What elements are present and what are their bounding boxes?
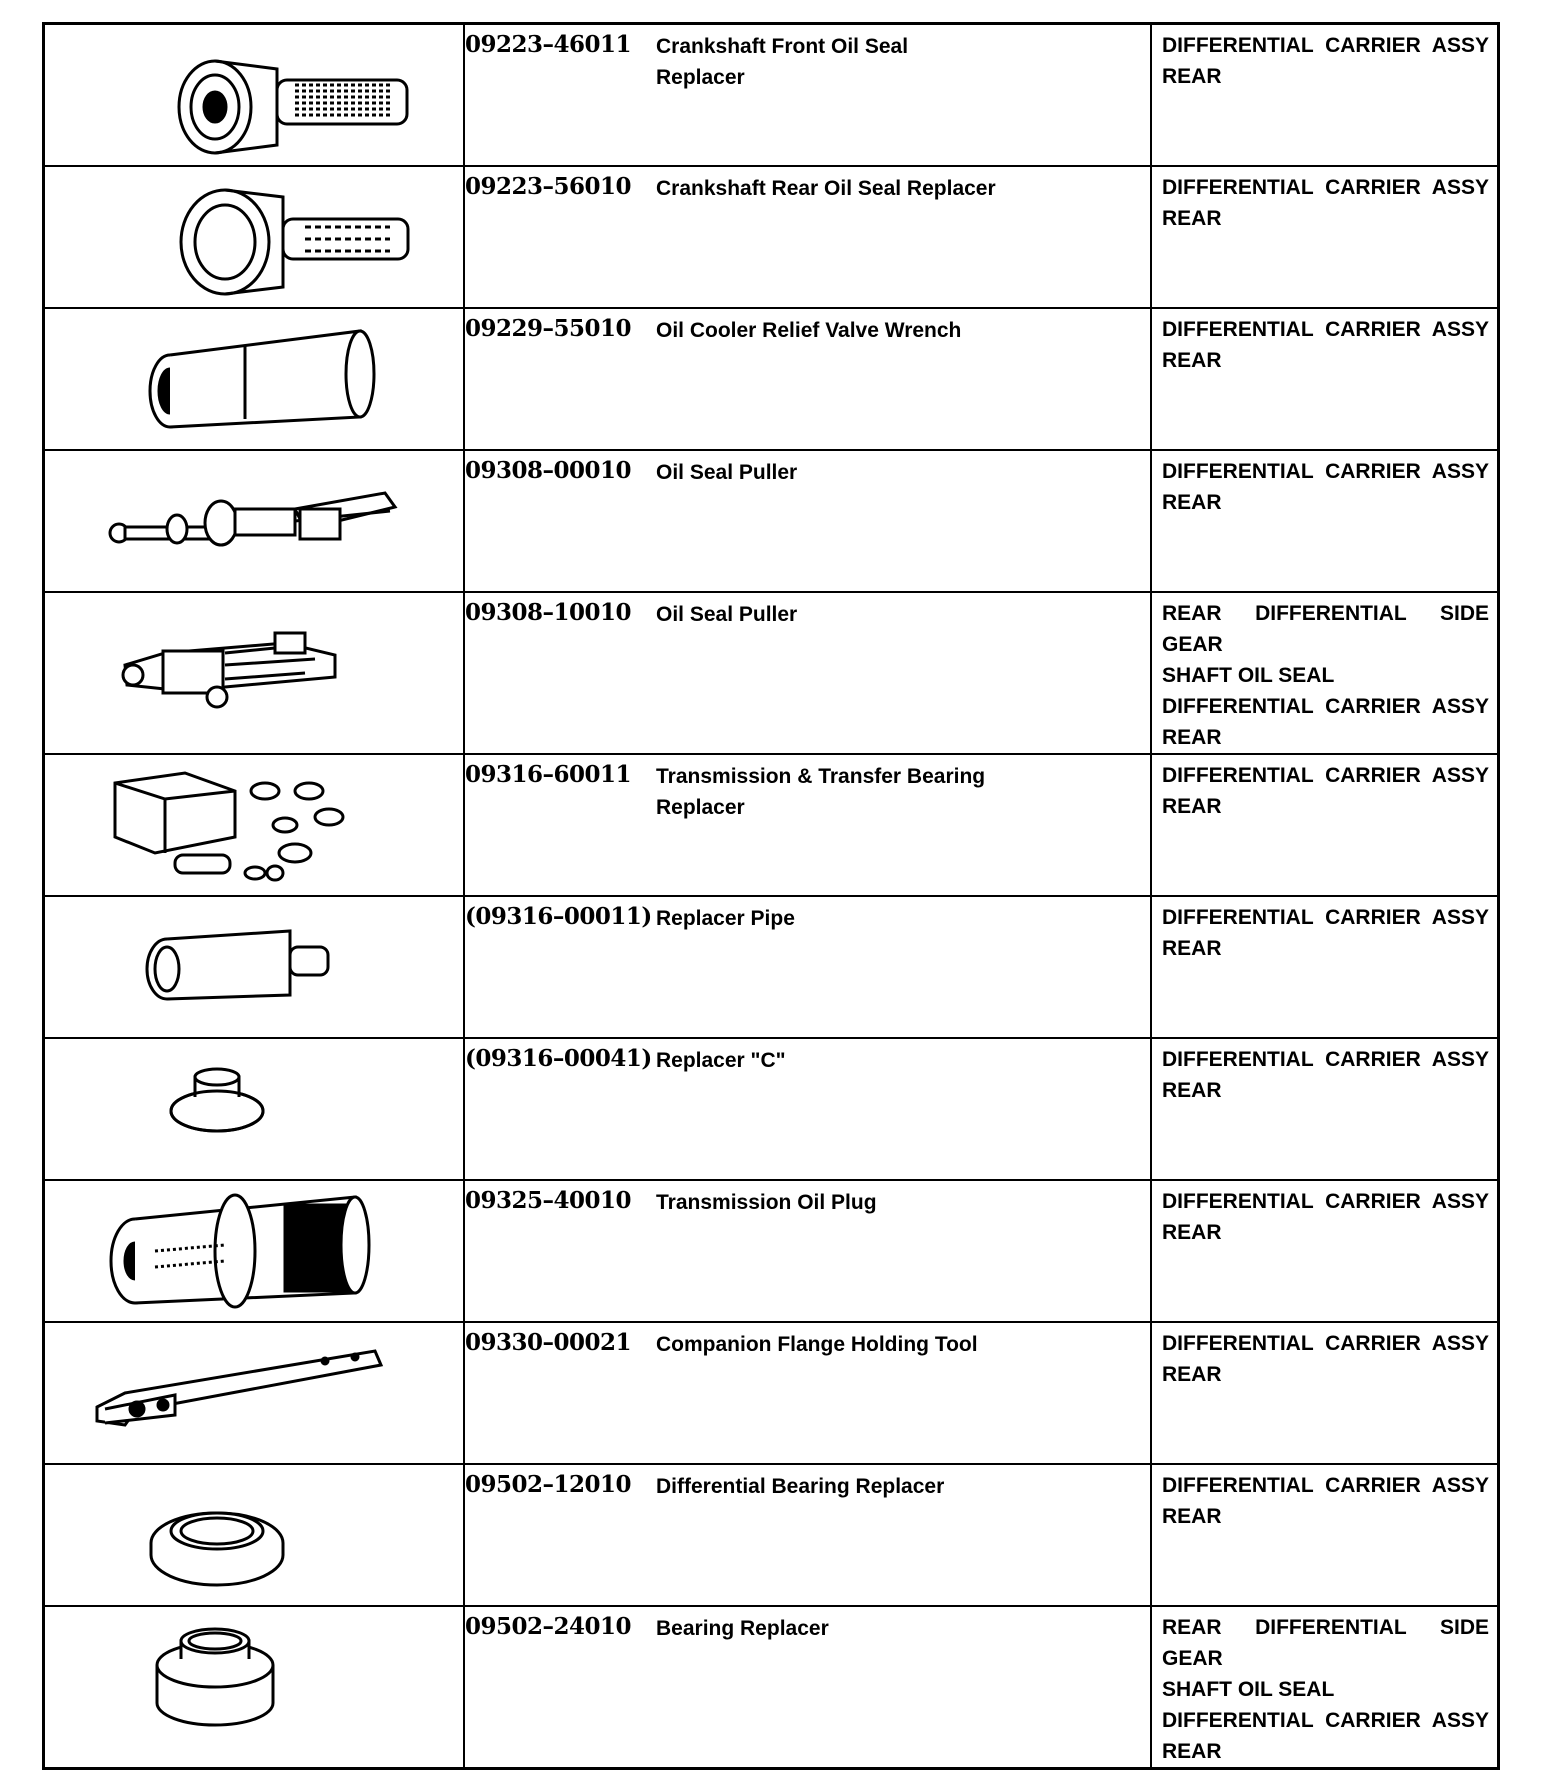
- socket-wrench-icon: [45, 309, 463, 449]
- usage-text: [1152, 1323, 1497, 1390]
- tool-name: Oil Cooler Relief Valve Wrench: [656, 318, 962, 342]
- usage-text: [1152, 1039, 1497, 1106]
- usage-line: REAR: [1162, 794, 1222, 818]
- tool-name: Transmission Oil Plug: [656, 1190, 877, 1214]
- tool-usage-cell: [1151, 1464, 1499, 1606]
- table-row: [44, 450, 1499, 592]
- usage-line: DIFFERENTIAL CARRIER ASSY: [1162, 1473, 1489, 1497]
- usage-line: REAR: [1162, 65, 1222, 88]
- bearing-replacer-cup-icon: [45, 1607, 463, 1747]
- tool-usage-cell: [1151, 1606, 1499, 1769]
- usage-line: DIFFERENTIAL CARRIER ASSY: [1162, 175, 1489, 199]
- tool-usage-cell: [1151, 166, 1499, 308]
- usage-line: DIFFERENTIAL CARRIER ASSY: [1162, 1331, 1489, 1355]
- tool-usage-cell: [1151, 24, 1499, 166]
- seal-replacer-cup-icon: [45, 167, 463, 307]
- tool-info-cell: [464, 1606, 1151, 1769]
- usage-line: REAR: [1162, 936, 1222, 960]
- usage-text: [1152, 309, 1497, 376]
- tool-info-cell: [464, 896, 1151, 1038]
- part-number: 09308–00010: [465, 456, 632, 484]
- bearing-replacer-ring-icon: [45, 1465, 463, 1605]
- tool-illustration-cell: [44, 896, 465, 1038]
- tool-name: Differential Bearing Replacer: [656, 1474, 945, 1498]
- part-number: 09325–40010: [465, 1186, 632, 1214]
- usage-line: DIFFERENTIAL CARRIER ASSY: [1162, 763, 1489, 787]
- tool-name: Oil Seal Puller: [656, 602, 798, 626]
- replacer-pipe-icon: [45, 897, 463, 1037]
- usage-text: [1152, 1607, 1497, 1767]
- tool-illustration-cell: [44, 1180, 465, 1322]
- tool-info-cell: [464, 1180, 1151, 1322]
- part-number: 09316–60011: [465, 760, 632, 788]
- usage-text: [1152, 167, 1497, 234]
- usage-text: [1152, 1181, 1497, 1248]
- tool-illustration-cell: [44, 1464, 465, 1606]
- tool-illustration-cell: [44, 24, 465, 166]
- usage-line: REAR: [1162, 1220, 1222, 1244]
- usage-text: [1152, 451, 1497, 518]
- table-row: [44, 1180, 1499, 1322]
- tool-usage-cell: [1151, 308, 1499, 450]
- usage-line: REAR: [1162, 725, 1222, 749]
- tool-info-cell: [464, 1322, 1151, 1464]
- tool-info-cell: [464, 592, 1151, 754]
- usage-line: DIFFERENTIAL CARRIER ASSY: [1162, 459, 1489, 483]
- tool-info-cell: [464, 450, 1151, 592]
- usage-line: DIFFERENTIAL CARRIER ASSY: [1162, 1708, 1489, 1732]
- usage-line: REAR: [1162, 206, 1222, 230]
- table-row: [44, 166, 1499, 308]
- usage-line: DIFFERENTIAL CARRIER ASSY: [1162, 694, 1489, 718]
- usage-line: DIFFERENTIAL CARRIER ASSY: [1162, 34, 1489, 57]
- tool-illustration-cell: [44, 1038, 465, 1180]
- tool-usage-cell: [1151, 592, 1499, 754]
- tool-info-cell: [464, 308, 1151, 450]
- usage-line: REAR: [1162, 1078, 1222, 1102]
- part-number: 09502–12010: [465, 1470, 632, 1498]
- tool-name: Replacer "C": [656, 1048, 786, 1072]
- tool-usage-cell: [1151, 450, 1499, 592]
- tool-usage-cell: [1151, 1180, 1499, 1322]
- tool-usage-cell: [1151, 896, 1499, 1038]
- replacer-c-icon: [45, 1039, 463, 1179]
- table-row: [44, 592, 1499, 754]
- tool-usage-cell: [1151, 1322, 1499, 1464]
- tool-name: Replacer Pipe: [656, 906, 795, 930]
- usage-line: DIFFERENTIAL CARRIER ASSY: [1162, 1047, 1489, 1071]
- tool-info-cell: [464, 166, 1151, 308]
- table-row: [44, 308, 1499, 450]
- usage-line: SHAFT OIL SEAL: [1162, 663, 1335, 687]
- usage-line: REAR: [1162, 1739, 1222, 1763]
- usage-text: [1152, 897, 1497, 964]
- usage-line: REAR: [1162, 490, 1222, 514]
- clamp-puller-icon: [45, 593, 463, 733]
- tool-name: Crankshaft Front Oil Seal Replacer: [656, 35, 909, 89]
- part-number: 09223–56010: [465, 172, 632, 200]
- usage-line: REAR: [1162, 1362, 1222, 1386]
- usage-line: REAR: [1162, 1504, 1222, 1528]
- usage-line: REAR: [1162, 348, 1222, 372]
- usage-text: [1152, 1465, 1497, 1532]
- table-row: [44, 754, 1499, 896]
- part-number: (09316–00041): [465, 1044, 652, 1072]
- part-number: 09308–10010: [465, 598, 632, 626]
- part-number: 09502–24010: [465, 1612, 632, 1640]
- bearing-replacer-kit-icon: [45, 755, 463, 895]
- special-tools-body: [44, 24, 1499, 1769]
- flange-holding-tool-icon: [45, 1323, 463, 1463]
- table-row: [44, 1322, 1499, 1464]
- tool-illustration-cell: [44, 754, 465, 896]
- tool-illustration-cell: [44, 1606, 465, 1769]
- part-number: 09223–46011: [465, 31, 632, 58]
- usage-line: DIFFERENTIAL CARRIER ASSY: [1162, 317, 1489, 341]
- table-row: [44, 896, 1499, 1038]
- usage-text: [1152, 593, 1497, 753]
- tool-name: Transmission & Transfer Bearing Replacer: [656, 764, 986, 819]
- usage-line: REAR DIFFERENTIAL SIDE GEAR: [1162, 601, 1489, 656]
- tool-usage-cell: [1151, 754, 1499, 896]
- oil-plug-icon: [45, 1181, 463, 1321]
- tool-illustration-cell: [44, 166, 465, 308]
- tool-illustration-cell: [44, 1322, 465, 1464]
- usage-line: REAR DIFFERENTIAL SIDE GEAR: [1162, 1615, 1489, 1670]
- seal-replacer-knurled-icon: [45, 25, 463, 165]
- usage-text: [1152, 755, 1497, 822]
- tool-info-cell: [464, 1464, 1151, 1606]
- tool-name: Companion Flange Holding Tool: [656, 1332, 978, 1356]
- usage-line: SHAFT OIL SEAL: [1162, 1677, 1335, 1701]
- tool-illustration-cell: [44, 592, 465, 754]
- special-tools-table: [42, 22, 1500, 1770]
- tool-illustration-cell: [44, 308, 465, 450]
- usage-text: [1152, 25, 1497, 92]
- table-row: [44, 1038, 1499, 1180]
- slide-hammer-puller-icon: [45, 451, 463, 591]
- tool-info-cell: [464, 24, 1151, 166]
- tool-name: Oil Seal Puller: [656, 460, 798, 484]
- tool-name: Bearing Replacer: [656, 1616, 829, 1640]
- part-number: (09316–00011): [465, 902, 652, 930]
- tool-usage-cell: [1151, 1038, 1499, 1180]
- part-number: 09330–00021: [465, 1328, 632, 1356]
- usage-line: DIFFERENTIAL CARRIER ASSY: [1162, 1189, 1489, 1213]
- part-number: 09229–55010: [465, 314, 632, 342]
- tool-illustration-cell: [44, 450, 465, 592]
- table-row: [44, 1606, 1499, 1769]
- tool-name: Crankshaft Rear Oil Seal Replacer: [656, 176, 996, 200]
- usage-line: DIFFERENTIAL CARRIER ASSY: [1162, 905, 1489, 929]
- table-row: [44, 24, 1499, 166]
- tool-info-cell: [464, 754, 1151, 896]
- table-row: [44, 1464, 1499, 1606]
- tool-info-cell: [464, 1038, 1151, 1180]
